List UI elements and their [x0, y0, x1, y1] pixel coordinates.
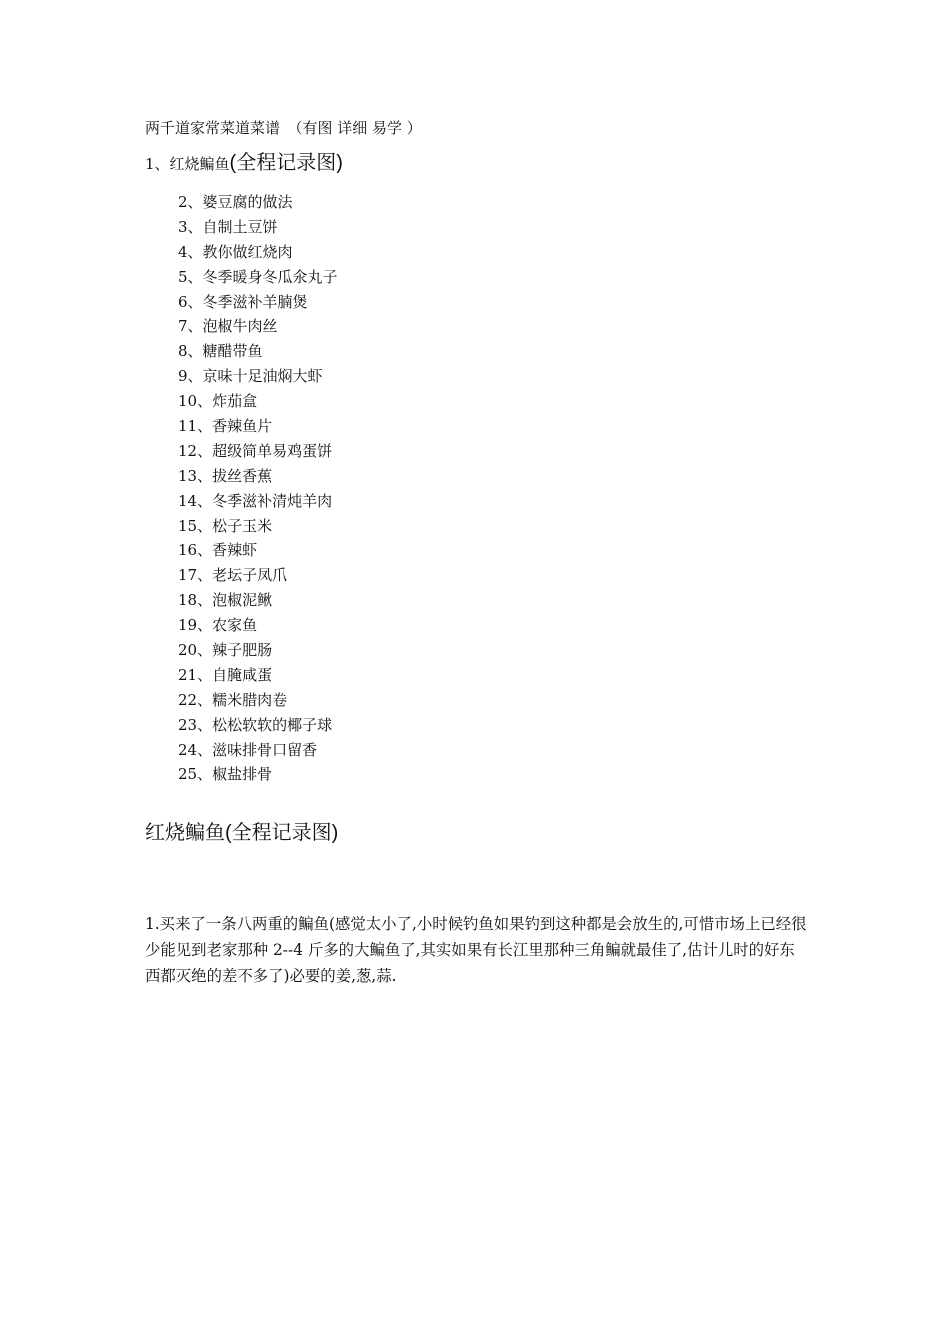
toc-item[interactable]: 23、松松软软的椰子球 [178, 715, 333, 734]
toc-item[interactable]: 11、香辣鱼片 [178, 417, 273, 436]
section-heading: 红烧鳊鱼(全程记录图) [145, 822, 339, 844]
toc-item[interactable]: 24、滋味排骨口留香 [178, 740, 318, 759]
toc-item[interactable]: 12、超级简单易鸡蛋饼 [178, 441, 333, 460]
toc-item[interactable]: 7、泡椒牛肉丝 [178, 317, 278, 336]
toc-item[interactable]: 3、自制土豆饼 [178, 217, 278, 236]
toc-item[interactable]: 10、炸茄盒 [178, 392, 258, 411]
table-of-contents [178, 190, 338, 787]
toc-item[interactable]: 18、泡椒泥鳅 [178, 591, 273, 610]
toc-item[interactable]: 19、农家鱼 [178, 616, 258, 635]
toc-item[interactable]: 15、松子玉米 [178, 516, 273, 535]
toc-item[interactable]: 4、教你做红烧肉 [178, 242, 293, 261]
toc-item-first[interactable] [145, 148, 343, 179]
toc-item[interactable]: 20、辣子肥肠 [178, 641, 273, 660]
toc-item[interactable]: 21、自腌咸蛋 [178, 665, 273, 684]
toc-item-first-suffix: (全程记录图) [229, 152, 343, 174]
toc-item[interactable]: 13、拔丝香蕉 [178, 466, 273, 485]
toc-item[interactable]: 9、京味十足油焖大虾 [178, 367, 323, 386]
body-paragraph: 1.买来了一条八两重的鳊鱼(感觉太小了,小时候钓鱼如果钓到这种都是会放生的,可惜市场上已经很少能见到老家那种 2--4 斤多的大鳊鱼了,其实如果有长江里那种三角鳊就最佳了,估计儿时的好东西都灭绝的差不多了)必要的姜,葱,蒜. [145, 915, 807, 985]
document-title: 两千道家常菜道菜谱 （有图 详细 易学 ） [145, 119, 422, 137]
toc-item[interactable]: 2、婆豆腐的做法 [178, 193, 293, 211]
toc-item[interactable]: 17、老坛子凤爪 [178, 566, 288, 585]
toc-item[interactable]: 25、椒盐排骨 [178, 765, 273, 784]
toc-item[interactable]: 8、糖醋带鱼 [178, 342, 263, 361]
toc-item[interactable]: 14、冬季滋补清炖羊肉 [178, 491, 333, 510]
toc-item[interactable]: 5、冬季暖身冬瓜氽丸子 [178, 267, 338, 286]
toc-item[interactable]: 22、糯米腊肉卷 [178, 690, 288, 709]
toc-item[interactable]: 16、香辣虾 [178, 541, 258, 560]
toc-item[interactable]: 6、冬季滋补羊腩煲 [178, 292, 308, 311]
toc-item-first-prefix: 1、红烧鳊鱼 [145, 155, 230, 173]
